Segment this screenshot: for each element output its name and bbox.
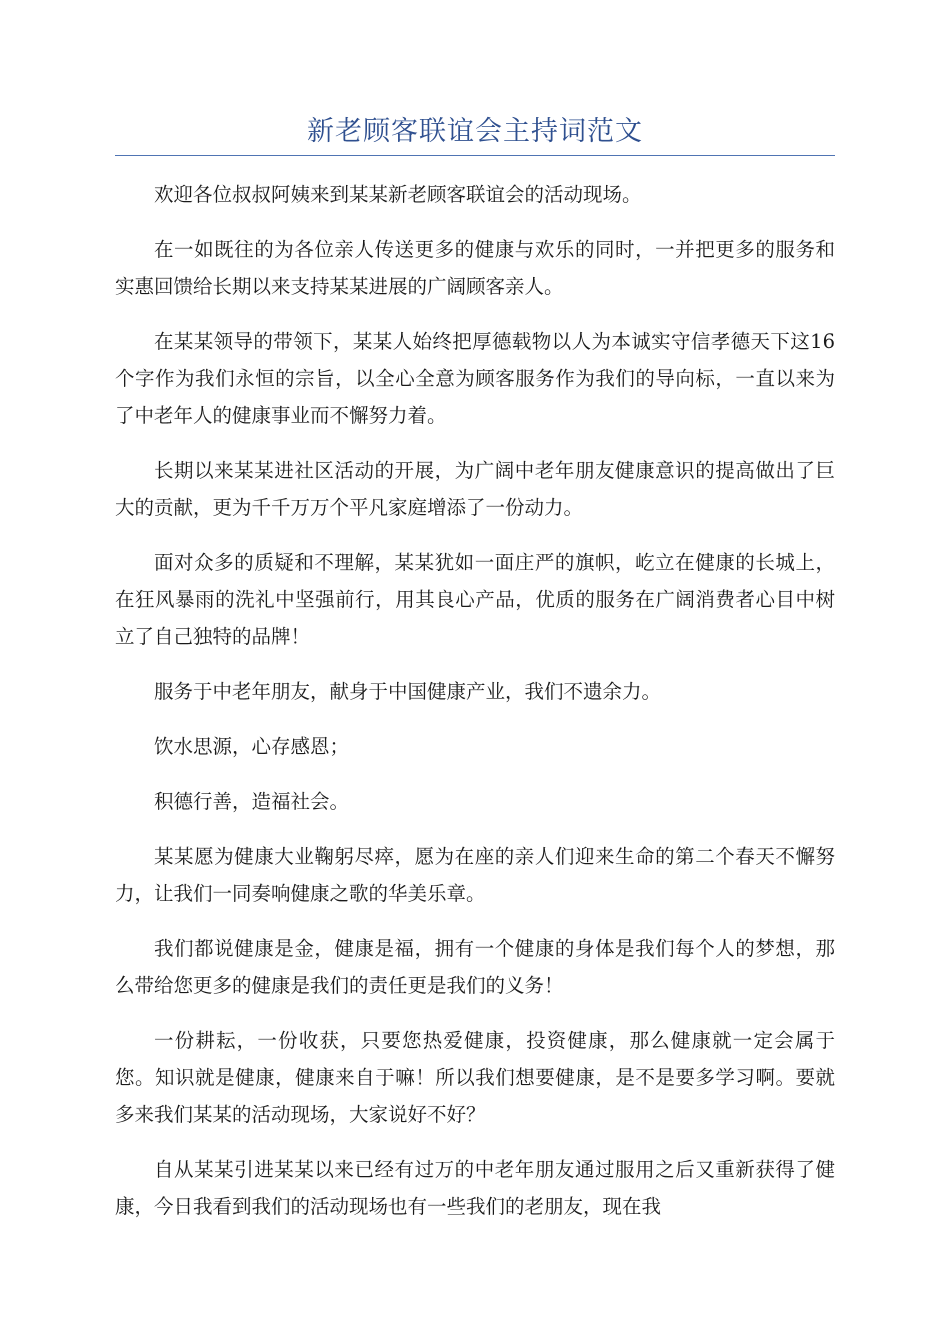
paragraph: 在某某领导的带领下，某某人始终把厚德载物以人为本诚实守信孝德天下这16个字作为我们永恒的宗旨，以全心全意为顾客服务作为我们的导向标，一直以来为了中老年人的健康事业而不懈努力着。: [115, 330, 835, 427]
paragraph: 在一如既往的为各位亲人传送更多的健康与欢乐的同时，一并把更多的服务和实惠回馈给长期以来支持某某进展的广阔顾客亲人。: [115, 238, 835, 298]
paragraph: 长期以来某某进社区活动的开展，为广阔中老年朋友健康意识的提高做出了巨大的贡献，更为千千万万个平凡家庭增添了一份动力。: [115, 459, 835, 519]
paragraph: 一份耕耘，一份收获，只要您热爱健康，投资健康，那么健康就一定会属于您。知识就是健康，健康来自于嘛！所以我们想要健康，是不是要多学习啊。要就多来我们某某的活动现场，大家说好不好？: [115, 1029, 835, 1126]
paragraph: 我们都说健康是金，健康是福，拥有一个健康的身体是我们每个人的梦想，那么带给您更多的健康是我们的责任更是我们的义务！: [115, 937, 835, 997]
title-underline: [115, 155, 835, 156]
document-title: 新老顾客联谊会主持词范文: [307, 116, 643, 147]
document-body: [115, 176, 835, 1243]
paragraph: 服务于中老年朋友，献身于中国健康产业，我们不遗余力。: [154, 680, 662, 703]
paragraph: 积德行善，造福社会。: [154, 790, 350, 813]
paragraph: 面对众多的质疑和不理解，某某犹如一面庄严的旗帜，屹立在健康的长城上，在狂风暴雨的洗礼中坚强前行，用其良心产品，优质的服务在广阔消费者心目中树立了自己独特的品牌！: [115, 551, 835, 648]
paragraph: 欢迎各位叔叔阿姨来到某某新老顾客联谊会的活动现场。: [154, 183, 642, 206]
paragraph: 自从某某引进某某以来已经有过万的中老年朋友通过服用之后又重新获得了健康，今日我看到我们的活动现场也有一些我们的老朋友，现在我: [115, 1158, 835, 1218]
paragraph: 饮水思源，心存感恩；: [154, 735, 350, 758]
paragraph: 某某愿为健康大业鞠躬尽瘁，愿为在座的亲人们迎来生命的第二个春天不懈努力，让我们一同奏响健康之歌的华美乐章。: [115, 845, 835, 905]
